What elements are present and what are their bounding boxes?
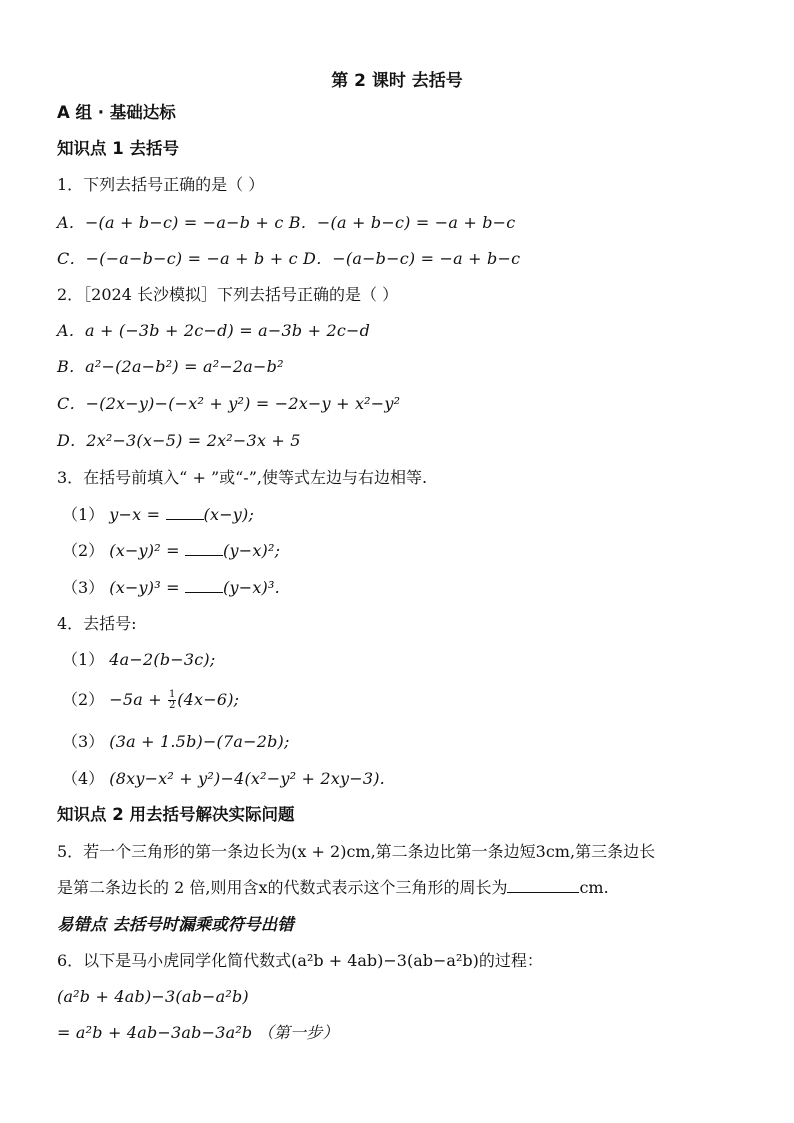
question-3-stem: 3．在括号前填入“ + ”或“-”,使等式左边与右边相等.	[57, 468, 428, 487]
answer-blank[interactable]	[185, 578, 223, 593]
part-label: （4）	[62, 769, 105, 788]
question-4-part-4	[62, 768, 385, 790]
question-1-options-cd: C．−(−a−b−c) = −a + b + c D．−(a−b−c) = −a + b−c	[57, 249, 521, 268]
answer-blank[interactable]	[185, 541, 223, 556]
group-heading: A 组 · 基础达标	[57, 103, 176, 122]
question-4-part-3	[62, 731, 290, 753]
question-1-options-ab: A．−(a + b−c) = −a−b + c B．−(a + b−c) = −a + b−c	[57, 213, 516, 232]
answer-blank[interactable]	[166, 505, 204, 520]
part-left: y−x =	[109, 505, 166, 524]
question-4-stem: 4．去括号:	[57, 614, 137, 633]
question-3-part-3	[62, 577, 280, 599]
part-expression: (8xy−x² + y²)−4(x²−y² + 2xy−3).	[109, 769, 385, 788]
part-expression: 4a−2(b−3c);	[109, 650, 216, 669]
part-label: （2）	[62, 541, 105, 560]
fraction-denominator: 2	[169, 700, 176, 711]
error-point-heading: 易错点 去括号时漏乘或符号出错	[57, 915, 294, 934]
question-2-option-b: B．a²−(2a−b²) = a²−2a−b²	[57, 357, 284, 376]
question-2-option-a: A．a + (−3b + 2c−d) = a−3b + 2c−d	[57, 321, 371, 340]
question-6-line-2: = a²b + 4ab−3ab−3a²b （第一步）	[57, 1023, 339, 1042]
question-3-part-1	[62, 504, 254, 526]
question-2-option-c: C．−(2x−y)−(−x² + y²) = −2x−y + x²−y²	[57, 394, 401, 413]
knowledge-point-2-heading: 知识点 2 用去括号解决实际问题	[57, 805, 295, 824]
part-label: （1）	[62, 505, 105, 524]
part-left: (x−y)² =	[109, 541, 186, 560]
question-3-part-2	[62, 540, 280, 562]
question-4-part-2	[62, 689, 239, 711]
fraction-numerator: 1	[169, 689, 176, 700]
part-right: (x−y);	[203, 505, 255, 524]
question-5-line-1: 5．若一个三角形的第一条边长为(x + 2)cm,第二条边比第一条边短3cm,第三条边长	[57, 842, 656, 861]
part-expression-b: (4x−6);	[177, 690, 240, 709]
part-right: (y−x)²;	[223, 541, 281, 560]
lesson-title: 第 2 课时 去括号	[331, 71, 463, 91]
part-expression: (3a + 1.5b)−(7a−2b);	[109, 732, 290, 751]
part-label: （1）	[62, 650, 105, 669]
part-expression-a: −5a +	[109, 690, 168, 709]
question-6-line-1: (a²b + 4ab)−3(ab−a²b)	[57, 987, 249, 1006]
part-right: (y−x)³.	[223, 578, 280, 597]
question-6-stem: 6．以下是马小虎同学化简代数式(a²b + 4ab)−3(ab−a²b)的过程：	[57, 951, 543, 970]
part-left: (x−y)³ =	[109, 578, 186, 597]
part-label: （2）	[62, 690, 105, 709]
answer-blank[interactable]	[507, 878, 579, 893]
unit-text: cm.	[579, 878, 609, 897]
question-2-option-d: D．2x²−3(x−5) = 2x²−3x + 5	[57, 431, 301, 450]
knowledge-point-1-heading: 知识点 1 去括号	[57, 139, 179, 158]
question-5-line-2	[57, 877, 609, 899]
part-label: （3）	[62, 732, 105, 751]
question-1-stem: 1．下列去括号正确的是（ ）	[57, 175, 265, 194]
question-5-text: 是第二条边长的 2 倍,则用含x的代数式表示这个三角形的周长为	[57, 878, 508, 897]
fraction	[168, 690, 176, 711]
part-label: （3）	[62, 578, 105, 597]
question-2-stem: 2．［2024 长沙模拟］下列去括号正确的是（ ）	[57, 285, 399, 304]
question-4-part-1	[62, 649, 215, 671]
